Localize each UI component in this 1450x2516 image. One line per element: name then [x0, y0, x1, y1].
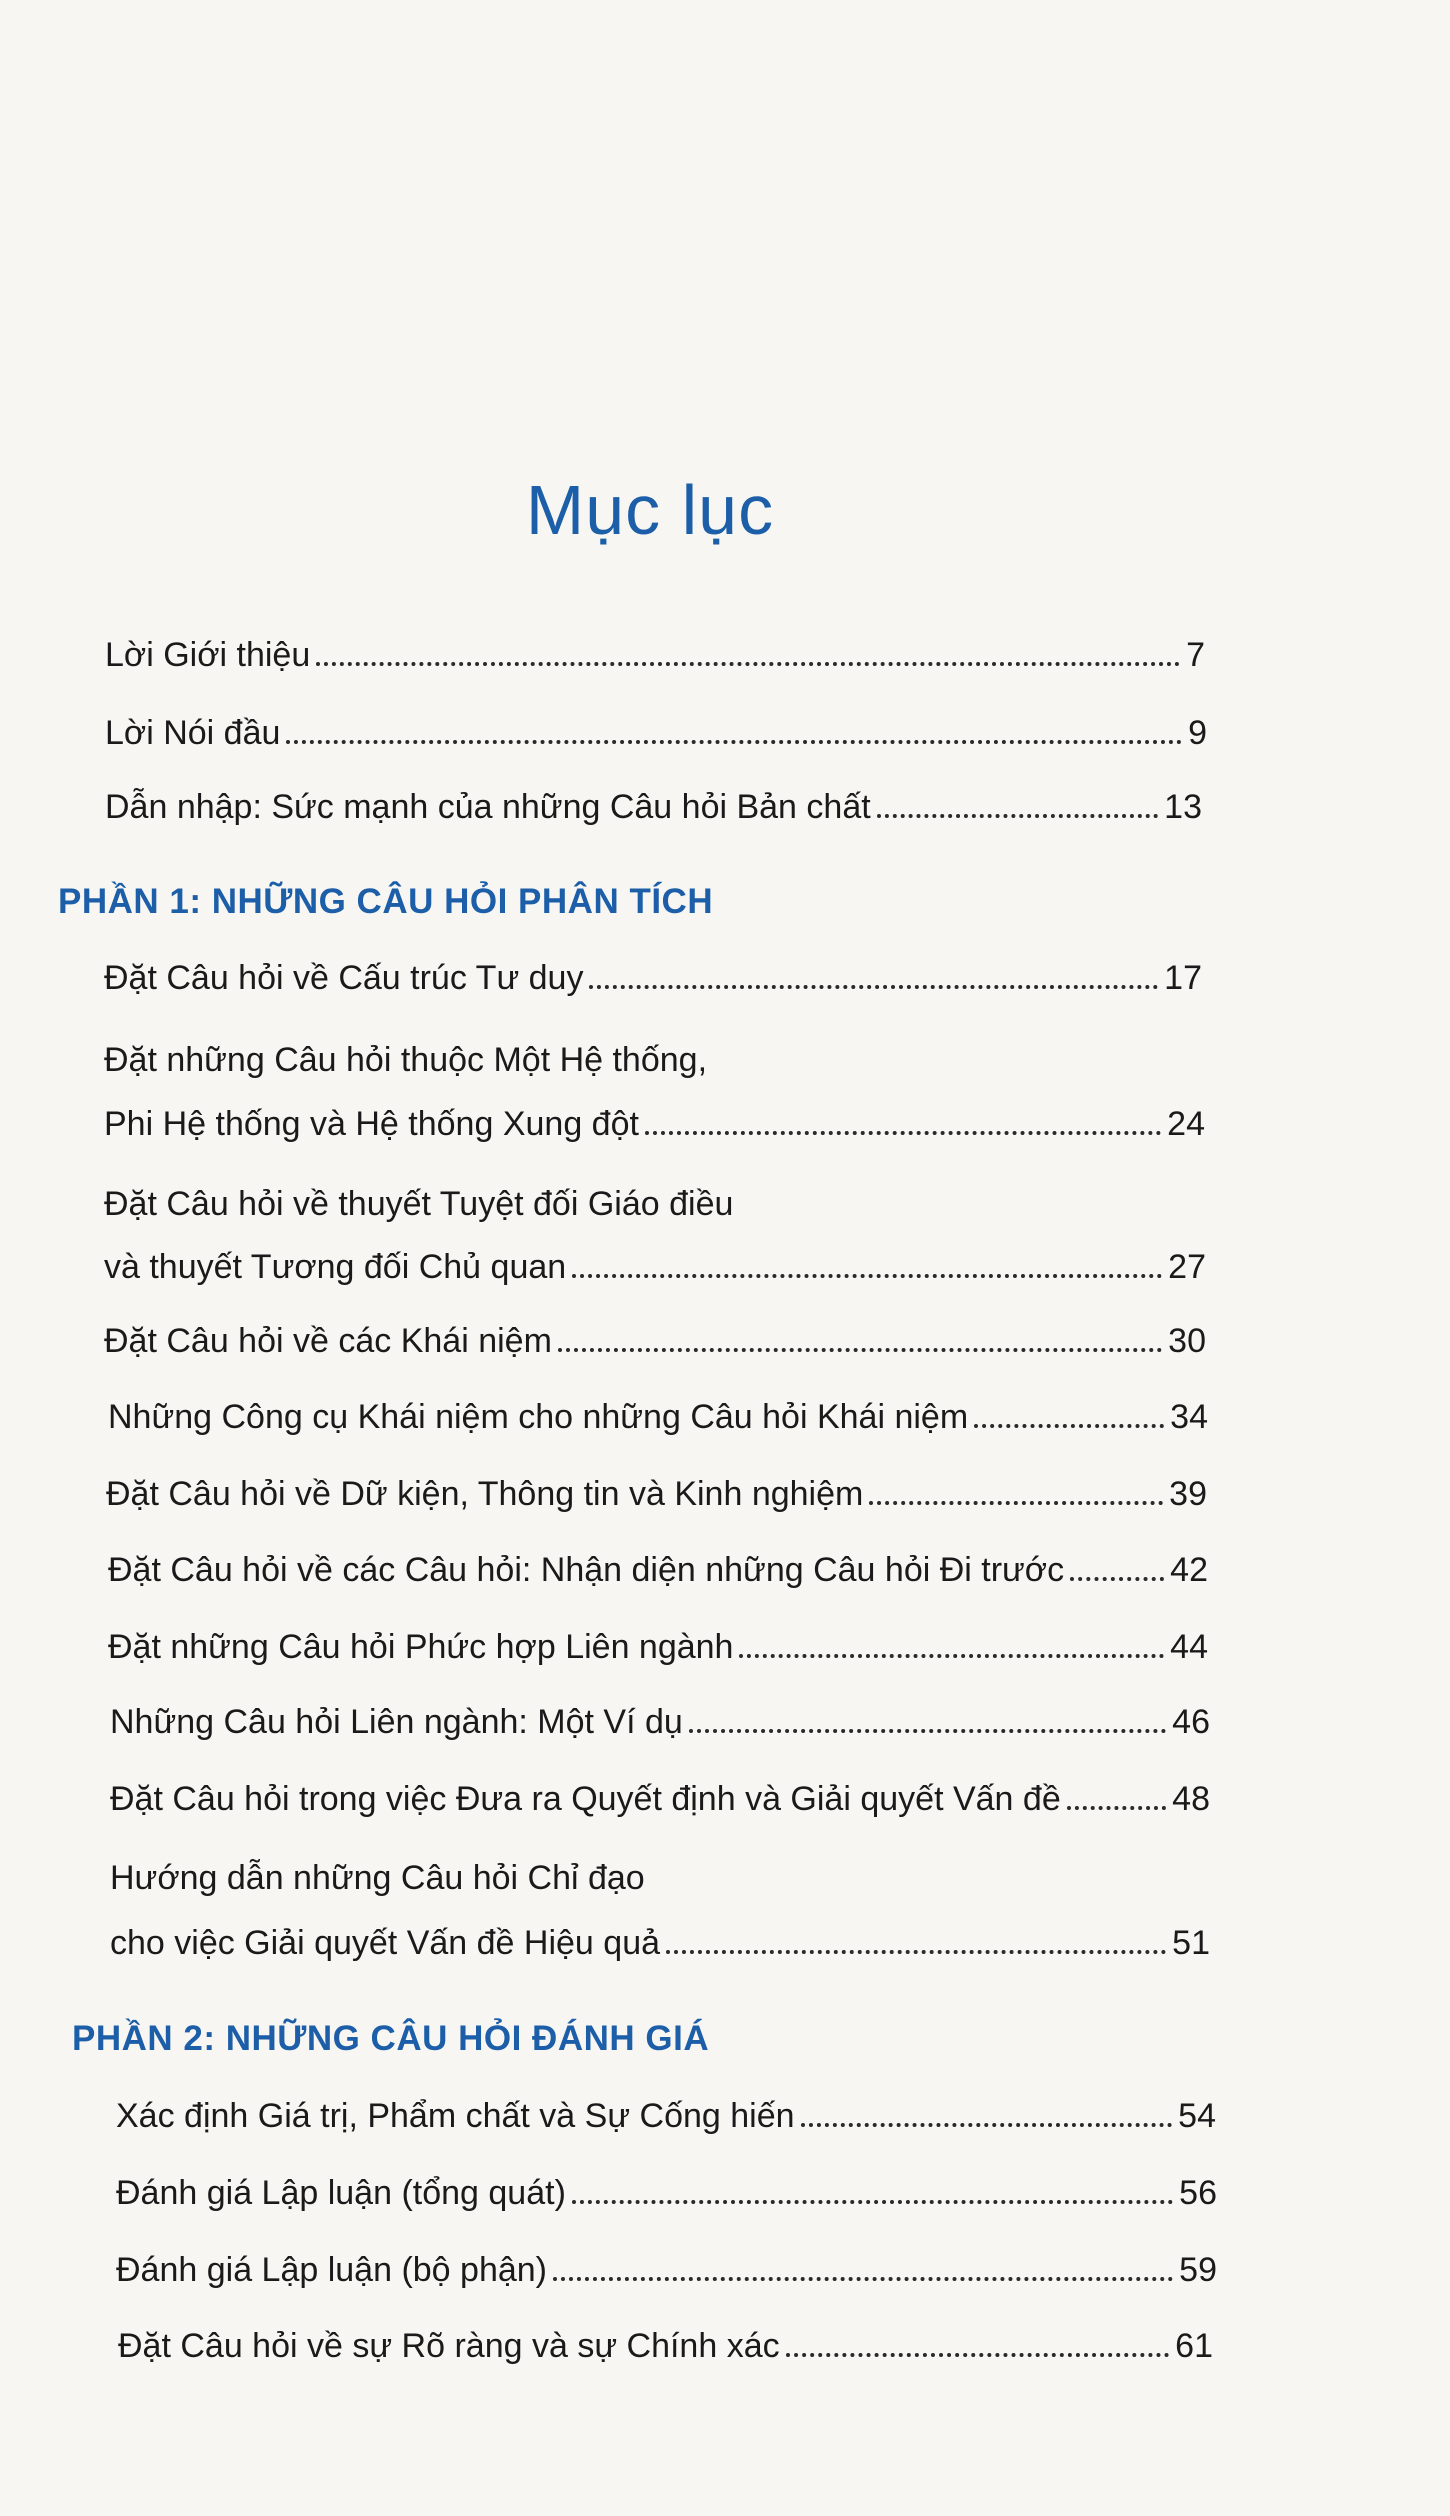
toc-entry-line1: Đặt Câu hỏi về thuyết Tuyệt đối Giáo điều — [104, 1185, 734, 1223]
leader-dots — [666, 1950, 1166, 1954]
leader-dots — [877, 814, 1158, 818]
leader-dots — [553, 2277, 1173, 2281]
leader-dots — [739, 1654, 1164, 1658]
part-2-heading: PHẦN 2: NHỮNG CÂU HỎI ĐÁNH GIÁ — [72, 2019, 710, 2058]
leader-dots — [645, 1131, 1161, 1135]
toc-entry-text: Đặt Câu hỏi trong việc Đưa ra Quyết định và Giải quyết Vấn đề — [110, 1780, 1061, 1818]
toc-entry-page: 46 — [1172, 1703, 1210, 1741]
toc-entry — [108, 1550, 1208, 1590]
toc-entry — [118, 2326, 1213, 2366]
leader-dots — [869, 1501, 1163, 1505]
toc-entry-text: Xác định Giá trị, Phẩm chất và Sự Cống hiến — [116, 2097, 795, 2135]
toc-entry — [110, 1779, 1210, 1819]
toc-entry-page: 51 — [1172, 1924, 1210, 1962]
toc-entry-text: Lời Nói đầu — [105, 714, 281, 752]
toc-entry-text: Đặt Câu hỏi về các Câu hỏi: Nhận diện những Câu hỏi Đi trước — [108, 1551, 1065, 1589]
toc-entry-text: và thuyết Tương đối Chủ quan — [104, 1248, 567, 1286]
toc-entry — [108, 1627, 1208, 1667]
toc-entry — [116, 2250, 1217, 2290]
page-title: Mục lục — [525, 471, 775, 549]
toc-entry-text: Những Công cụ Khái niệm cho những Câu hỏi Khái niệm — [108, 1398, 969, 1436]
leader-dots — [786, 2353, 1170, 2357]
toc-entry-page: 56 — [1179, 2174, 1217, 2212]
leader-dots — [689, 1729, 1166, 1733]
leader-dots — [572, 1274, 1162, 1278]
leader-dots — [974, 1424, 1164, 1428]
toc-entry-page: 59 — [1179, 2251, 1217, 2289]
toc-entry-text: Đánh giá Lập luận (bộ phận) — [116, 2251, 547, 2289]
leader-dots — [589, 985, 1158, 989]
toc-entry — [110, 1923, 1210, 1963]
toc-entry-introduction — [105, 787, 1202, 827]
toc-entry-text: Đánh giá Lập luận (tổng quát) — [116, 2174, 566, 2212]
leader-dots — [286, 740, 1182, 744]
toc-entry-page: 48 — [1172, 1780, 1210, 1818]
leader-dots — [316, 662, 1180, 666]
toc-entry — [116, 2096, 1216, 2136]
toc-entry-text: Đặt Câu hỏi về sự Rõ ràng và sự Chính xác — [118, 2327, 780, 2365]
toc-entry — [116, 2173, 1217, 2213]
toc-entry-text: Lời Giới thiệu — [105, 636, 311, 674]
toc-entry — [104, 1247, 1206, 1287]
toc-entry-page: 34 — [1170, 1398, 1208, 1436]
toc-entry — [108, 1397, 1208, 1437]
leader-dots — [572, 2200, 1173, 2204]
toc-entry-text: Phi Hệ thống và Hệ thống Xung đột — [104, 1105, 639, 1143]
toc-entry-intro — [105, 635, 1205, 675]
toc-entry-page: 27 — [1168, 1248, 1206, 1286]
toc-entry-page: 44 — [1170, 1628, 1208, 1666]
toc-entry-page: 61 — [1175, 2327, 1213, 2365]
toc-entry — [104, 1104, 1205, 1144]
toc-entry-page: 54 — [1178, 2097, 1216, 2135]
toc-entry-page: 24 — [1167, 1105, 1205, 1143]
toc-entry-page: 7 — [1186, 636, 1205, 674]
toc-entry-page: 9 — [1188, 714, 1207, 752]
toc-entry — [106, 1474, 1207, 1514]
leader-dots — [1067, 1806, 1166, 1810]
leader-dots — [558, 1348, 1162, 1352]
toc-entry-page: 30 — [1168, 1322, 1206, 1360]
toc-entry-text: Đặt những Câu hỏi Phức hợp Liên ngành — [108, 1628, 734, 1666]
toc-entry-page: 42 — [1170, 1551, 1208, 1589]
toc-entry-text: Đặt Câu hỏi về Dữ kiện, Thông tin và Kinh nghiệm — [106, 1475, 864, 1513]
toc-entry — [110, 1702, 1210, 1742]
toc-entry — [104, 1321, 1206, 1361]
toc-entry-text: cho việc Giải quyết Vấn đề Hiệu quả — [110, 1924, 661, 1962]
toc-entry-page: 13 — [1164, 788, 1202, 826]
part-1-heading: PHẦN 1: NHỮNG CÂU HỎI PHÂN TÍCH — [58, 882, 714, 921]
toc-entry-preface — [105, 713, 1207, 753]
toc-entry — [104, 958, 1202, 998]
toc-entry-text: Đặt Câu hỏi về Cấu trúc Tư duy — [104, 959, 584, 997]
leader-dots — [1070, 1577, 1164, 1581]
toc-entry-line1: Hướng dẫn những Câu hỏi Chỉ đạo — [110, 1859, 645, 1897]
toc-entry-page: 39 — [1169, 1475, 1207, 1513]
leader-dots — [801, 2123, 1173, 2127]
toc-entry-line1: Đặt những Câu hỏi thuộc Một Hệ thống, — [104, 1041, 708, 1079]
toc-entry-text: Đặt Câu hỏi về các Khái niệm — [104, 1322, 552, 1360]
toc-entry-page: 17 — [1164, 959, 1202, 997]
toc-entry-text: Dẫn nhập: Sức mạnh của những Câu hỏi Bản chất — [105, 788, 871, 826]
toc-entry-text: Những Câu hỏi Liên ngành: Một Ví dụ — [110, 1703, 683, 1741]
